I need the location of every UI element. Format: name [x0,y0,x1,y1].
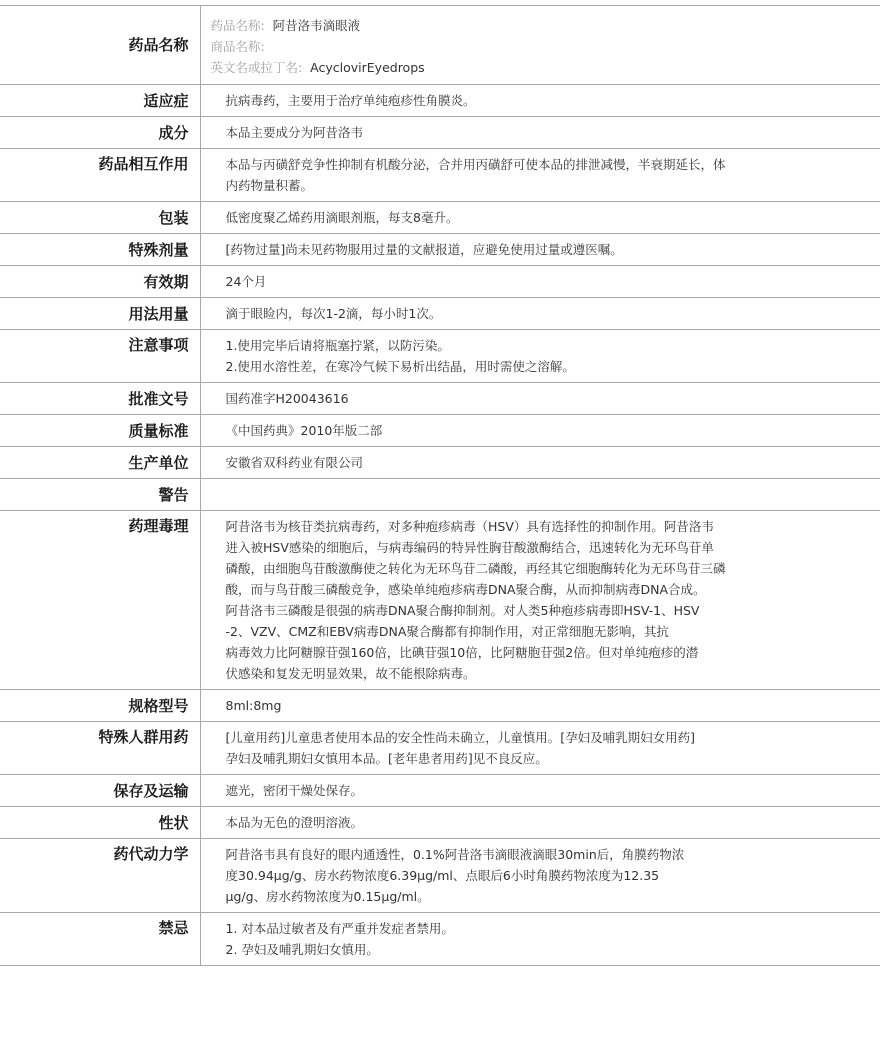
value-line: 病毒效力比阿糖腺苷强160倍，比碘苷强10倍，比阿糖胞苷强2倍。但对单纯疱疹的潜 [225,645,699,660]
names-cell [200,6,880,85]
row-value [200,722,880,775]
row-value [200,913,880,966]
row-value: 24个月 [225,274,267,289]
row-names [0,6,880,85]
row-precautions [0,330,880,383]
row-pharmacology [0,511,880,690]
row-value: 《中国药典》2010年版二部 [225,423,383,438]
english-name-value: AcyclovirEyedrops [310,60,425,75]
row-value: 本品为无色的澄明溶液。 [225,815,364,830]
row-spec [0,690,880,722]
row-expiry [0,266,880,298]
english-name-key: 英文名或拉丁名: [210,60,303,75]
row-warning [0,479,880,511]
row-standard [0,415,880,447]
row-label: 性状 [0,807,200,839]
row-package [0,202,880,234]
row-indication [0,85,880,117]
row-value [200,839,880,913]
drug-name-line [211,15,880,36]
row-label: 质量标准 [0,415,200,447]
row-interactions [0,149,880,202]
value-line: 2. 孕妇及哺乳期妇女慎用。 [225,942,379,957]
value-line: 内药物量积蓄。 [225,178,314,193]
value-line: 伏感染和复发无明显效果，故不能根除病毒。 [225,666,476,681]
value-line: 本品与丙磺舒竞争性抑制有机酸分泌，合并用丙磺舒可使本品的排泄减慢，半衰期延长，体 [225,157,726,172]
row-appearance [0,807,880,839]
value-line: 阿昔洛韦为核苷类抗病毒药，对多种疱疹病毒（HSV）具有选择性的抑制作用。阿昔洛韦 [225,519,714,534]
value-line: 进入被HSV感染的细胞后，与病毒编码的特异性胸苷酸激酶结合，迅速转化为无环鸟苷单 [225,540,714,555]
row-label: 药代动力学 [0,839,200,913]
drug-name-value: 阿昔洛韦滴眼液 [272,18,361,33]
row-label: 成分 [0,117,200,149]
row-label: 特殊人群用药 [0,722,200,775]
row-value: 安徽省双科药业有限公司 [225,455,364,470]
row-value: 遮光，密闭干燥处保存。 [225,783,364,798]
row-contraindications [0,913,880,966]
row-storage [0,775,880,807]
row-label: 特殊剂量 [0,234,200,266]
value-line: [儿童用药]儿童患者使用本品的安全性尚未确立，儿童慎用。[孕妇及哺乳期妇女用药] [225,730,696,745]
row-ingredients [0,117,880,149]
row-label: 生产单位 [0,447,200,479]
value-line: 孕妇及哺乳期妇女慎用本品。[老年患者用药]见不良反应。 [225,751,548,766]
row-label: 药理毒理 [0,511,200,690]
row-value: 抗病毒药，主要用于治疗单纯疱疹性角膜炎。 [225,93,476,108]
value-line: 阿昔洛韦三磷酸是很强的病毒DNA聚合酶抑制剂。对人类5种疱疹病毒即HSV-1、HSV [225,603,700,618]
value-line: 酸，而与鸟苷酸三磷酸竞争，感染单纯疱疹病毒DNA聚合酶，从而抑制病毒DNA合成。 [225,582,706,597]
row-label: 注意事项 [0,330,200,383]
value-line: μg/g、房水药物浓度为0.15μg/ml。 [225,889,430,904]
row-special-groups [0,722,880,775]
value-line: 磷酸，由细胞鸟苷酸激酶使之转化为无环鸟苷二磷酸，再经其它细胞酶转化为无环鸟苷三磷 [225,561,726,576]
drug-name-key: 药品名称: [210,18,265,33]
value-line: -2、VZV、CMZ和EBV病毒DNA聚合酶都有抑制作用，对正常细胞无影响，其抗 [225,624,669,639]
row-label: 规格型号 [0,690,200,722]
row-value: 低密度聚乙烯药用滴眼剂瓶，每支8毫升。 [225,210,459,225]
value-line: 阿昔洛韦具有良好的眼内通透性，0.1%阿昔洛韦滴眼液滴眼30min后，角膜药物浓 [225,847,685,862]
value-line: 度30.94μg/g、房水药物浓度6.39μg/ml、点眼后6小时角膜药物浓度为12.35 [225,868,660,883]
row-manufacturer [0,447,880,479]
value-line: 2.使用水溶性差，在寒冷气候下易析出结晶，用时需使之溶解。 [225,359,575,374]
row-value: 8ml:8mg [225,698,282,713]
row-label: 适应症 [0,85,200,117]
row-label: 有效期 [0,266,200,298]
row-label: 警告 [0,479,200,511]
row-approval [0,383,880,415]
row-usage [0,298,880,330]
trade-name-line [211,36,880,57]
row-value: 本品主要成分为阿昔洛韦 [225,125,364,140]
row-label: 药品相互作用 [0,149,200,202]
trade-name-key: 商品名称: [210,39,265,54]
english-name-line [211,57,880,78]
row-value [200,511,880,690]
row-value [200,149,880,202]
row-label: 禁忌 [0,913,200,966]
row-label: 包装 [0,202,200,234]
value-line: 1. 对本品过敏者及有严重并发症者禁用。 [225,921,454,936]
row-value [200,479,880,511]
row-overdose [0,234,880,266]
row-label: 用法用量 [0,298,200,330]
drug-info-table [0,5,880,966]
value-line: 1.使用完毕后请将瓶塞拧紧，以防污染。 [225,338,450,353]
row-pharmacokinetics [0,839,880,913]
row-label: 药品名称 [0,6,200,85]
row-value [200,330,880,383]
row-value: 国药准字H20043616 [225,391,349,406]
row-value: 滴于眼睑内，每次1-2滴，每小时1次。 [225,306,442,321]
row-value: [药物过量]尚未见药物服用过量的文献报道，应避免使用过量或遵医嘱。 [225,242,623,257]
row-label: 批准文号 [0,383,200,415]
row-label: 保存及运输 [0,775,200,807]
